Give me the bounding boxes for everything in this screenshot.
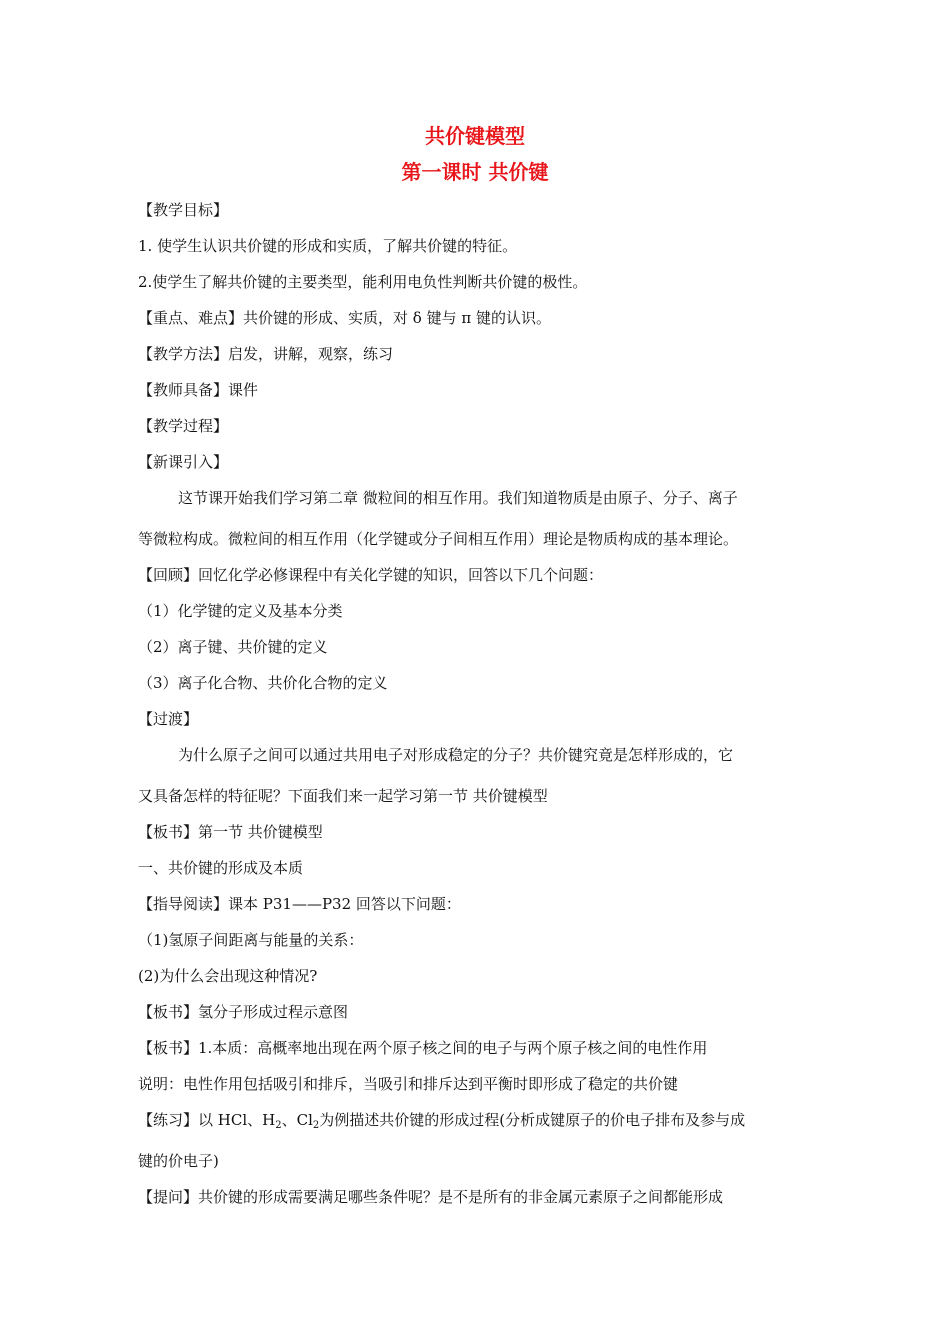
review-question-2: （2）离子键、共价键的定义 — [138, 638, 328, 656]
teaching-methods: 【教学方法】启发，讲解，观察，练习 — [138, 345, 394, 363]
key-points: 【重点、难点】共价键的形成、实质，对 δ 键与 π 键的认识。 — [138, 309, 551, 327]
intro-paragraph-line-2: 等微粒构成。微粒间的相互作用（化学键或分子间相互作用）理论是物质构成的基本理论。 — [138, 530, 739, 548]
section-teaching-process: 【教学过程】 — [138, 417, 229, 435]
exercise-text-c: 为例描述共价键的形成过程(分析成键原子的价电子排布及参与成 — [319, 1111, 746, 1129]
section-transition: 【过渡】 — [138, 710, 199, 728]
board-essence: 【板书】1.本质：高概率地出现在两个原子核之间的电子与两个原子核之间的电性作用 — [138, 1039, 708, 1057]
question-conditions: 【提问】共价键的形成需要满足哪些条件呢？是不是所有的非金属元素原子之间都能形成 — [138, 1188, 724, 1206]
transition-paragraph-line-2: 又具备怎样的特征呢？下面我们来一起学习第一节 共价键模型 — [138, 787, 548, 805]
teacher-preparation: 【教师具备】课件 — [138, 381, 259, 399]
heading-formation-and-essence: 一、共价键的形成及本质 — [138, 859, 304, 877]
review: 【回顾】回忆化学必修课程中有关化学键的知识，回答以下几个问题： — [138, 566, 604, 584]
exercise-text-b: 、Cl — [281, 1111, 313, 1129]
review-question-3: （3）离子化合物、共价化合物的定义 — [138, 674, 388, 692]
subscript-2-h2: 2 — [275, 1120, 282, 1131]
subscript-2-cl2: 2 — [312, 1120, 320, 1131]
exercise-line-1 — [138, 1110, 745, 1133]
explanation: 说明：电性作用包括吸引和排斥，当吸引和排斥达到平衡时即形成了稳定的共价键 — [138, 1075, 679, 1093]
board-hydrogen-diagram: 【板书】氢分子形成过程示意图 — [138, 1003, 349, 1021]
exercise-line-2: 键的价电子) — [138, 1152, 219, 1170]
intro-paragraph-line-1: 这节课开始我们学习第二章 微粒间的相互作用。我们知道物质是由原子、分子、离子 — [178, 489, 738, 507]
goal-1: 1. 使学生认识共价键的形成和实质，了解共价键的特征。 — [138, 237, 518, 255]
document-title: 共价键模型 — [425, 124, 525, 148]
reading-question-2: (2)为什么会出现这种情况? — [138, 967, 318, 985]
section-introduction: 【新课引入】 — [138, 453, 229, 471]
board-section-title: 【板书】第一节 共价键模型 — [138, 823, 323, 841]
exercise-text-a: 【练习】以 HCl、H — [138, 1111, 276, 1129]
reading-question-1: （1)氢原子间距离与能量的关系： — [138, 931, 364, 949]
goal-2: 2.使学生了解共价键的主要类型，能利用电负性判断共价键的极性。 — [138, 273, 588, 291]
document-subtitle: 第一课时 共价键 — [401, 160, 549, 184]
transition-paragraph-line-1: 为什么原子之间可以通过共用电子对形成稳定的分子？共价键究竟是怎样形成的，它 — [178, 746, 734, 764]
guided-reading: 【指导阅读】课本 P31——P32 回答以下问题： — [138, 895, 461, 913]
section-teaching-goals: 【教学目标】 — [138, 201, 229, 219]
review-question-1: （1）化学键的定义及基本分类 — [138, 602, 343, 620]
